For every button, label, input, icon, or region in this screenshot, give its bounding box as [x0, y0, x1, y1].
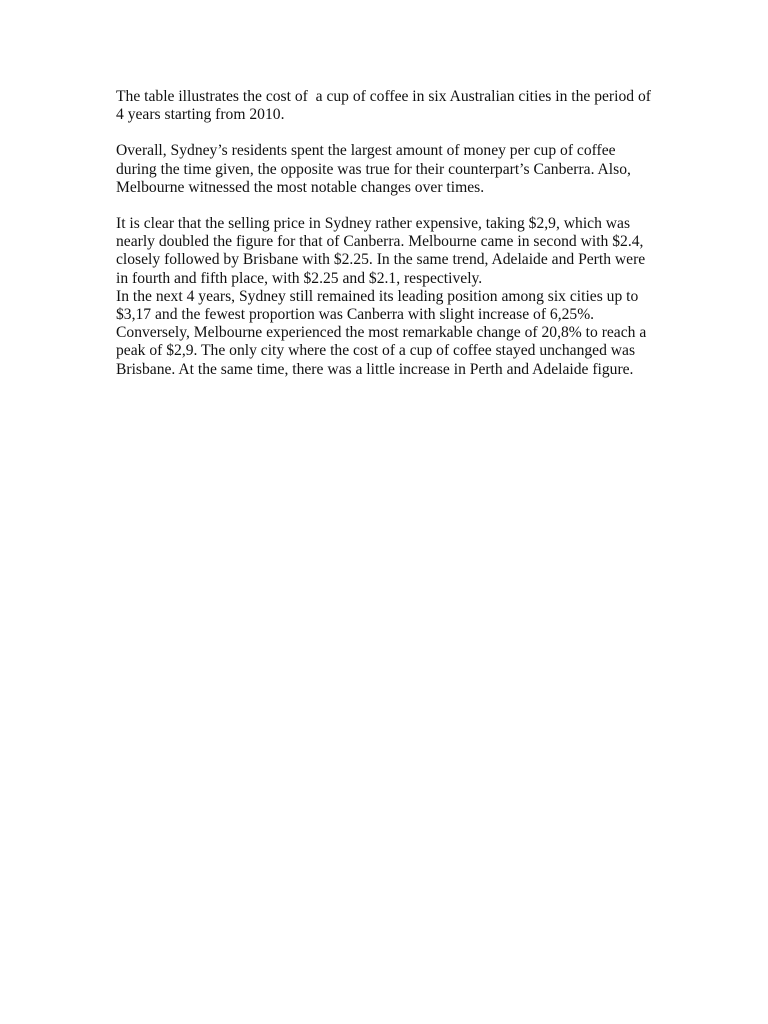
paragraph-overview: Overall, Sydney’s residents spent the largest amount of money per cup of coffee during the time given, the opposite was true for their counterpart’s Canberra. Also, Melbourne witnessed the most notable changes over times.: [116, 142, 635, 196]
paragraph-details-first: It is clear that the selling price in Sydney rather expensive, taking $2,9, which was nearly doubled the figure for that of Canberra. Melbourne came in second with $2.4, closely followed by Brisbane with $2.25. In the same trend, Adelaide and Perth were in fourth and fifth place, with $2.25 and $2.1, respectively.: [116, 215, 650, 287]
document-body: [116, 88, 656, 379]
paragraph-introduction: The table illustrates the cost of a cup of coffee in six Australian cities in the period of 4 years starting from 2010.: [116, 88, 655, 124]
paragraph-details-second: In the next 4 years, Sydney still remained its leading position among six cities up to $3,17 and the fewest proportion was Canberra with slight increase of 6,25%. Conversely, Melbourne experienced the most remarkable change of 20,8% to reach a peak of $2,9. The only city where the cost of a cup of coffee stayed unchanged was Brisbane. At the same time, there was a little increase in Perth and Adelaide figure.: [116, 287, 651, 378]
